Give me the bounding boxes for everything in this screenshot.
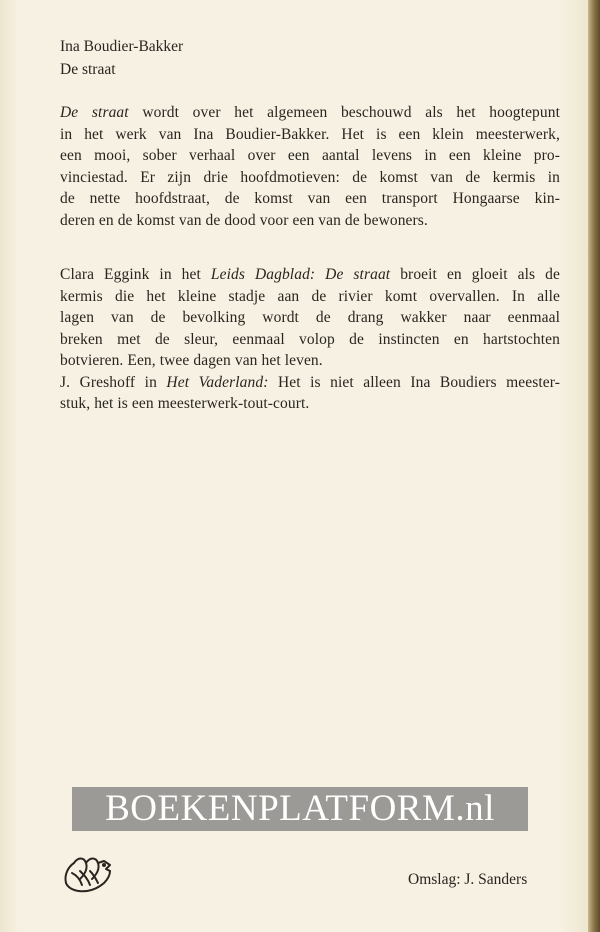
review-line: stuk, het is een meesterwerk-tout-court.: [60, 395, 310, 412]
review-line: [60, 372, 560, 394]
blurb-line: de nette hoofdstraat, de komst van een transport Hongaarse kin-: [60, 190, 560, 207]
publisher-bird-logo-icon: [60, 853, 116, 895]
review-line: botvieren. Een, twee dagen van het leven.: [60, 352, 323, 369]
book-edge: [588, 0, 600, 932]
blurb-line: in het werk van Ina Boudier-Bakker. Het is een klein meesterwerk,: [60, 125, 560, 143]
review-text: Het is niet alleen Ina Boudiers meester-: [268, 373, 560, 391]
title-reference: De straat: [60, 104, 129, 121]
blurb-line: deren en de komst van de dood voor een van de bewoners.: [60, 211, 428, 229]
newspaper-reference: Het Vaderland:: [166, 373, 269, 391]
book-header: [60, 35, 183, 81]
review-line: breken met de sleur, eenmaal volop de instincten en hartstochten: [60, 330, 560, 348]
blurb-line: [60, 102, 560, 124]
newspaper-reference: Leids Dagblad: De straat: [210, 266, 391, 283]
review-text: Clara Eggink in het: [60, 266, 211, 283]
blurb-text: wordt over het algemeen beschouwd als het hoogtepunt: [128, 104, 561, 121]
author-name: Ina Boudier-Bakker: [60, 38, 184, 55]
review-line: [60, 264, 560, 286]
review-text: J. Greshoff in: [60, 373, 167, 391]
blurb-line: een mooi, sober verhaal over een aantal levens in een kleine pro-: [60, 147, 560, 164]
review-line: lagen van de bevolking wordt de drang wakker naar eenmaal: [60, 309, 560, 326]
review-line: kermis die het kleine stadje aan de rivier komt overvallen. In alle: [60, 287, 560, 305]
watermark-banner: BOEKENPLATFORM.nl: [72, 787, 528, 831]
blurb-paragraph-2: [60, 264, 560, 415]
blurb-paragraph-1: [60, 102, 560, 231]
blurb-line: vinciestad. Er zijn drie hoofdmotieven: de komst van de kermis in: [60, 168, 560, 186]
book-title: De straat: [60, 61, 116, 78]
cover-credit: Omslag: J. Sanders: [408, 871, 528, 888]
review-text: broeit en gloeit als de: [390, 266, 560, 283]
